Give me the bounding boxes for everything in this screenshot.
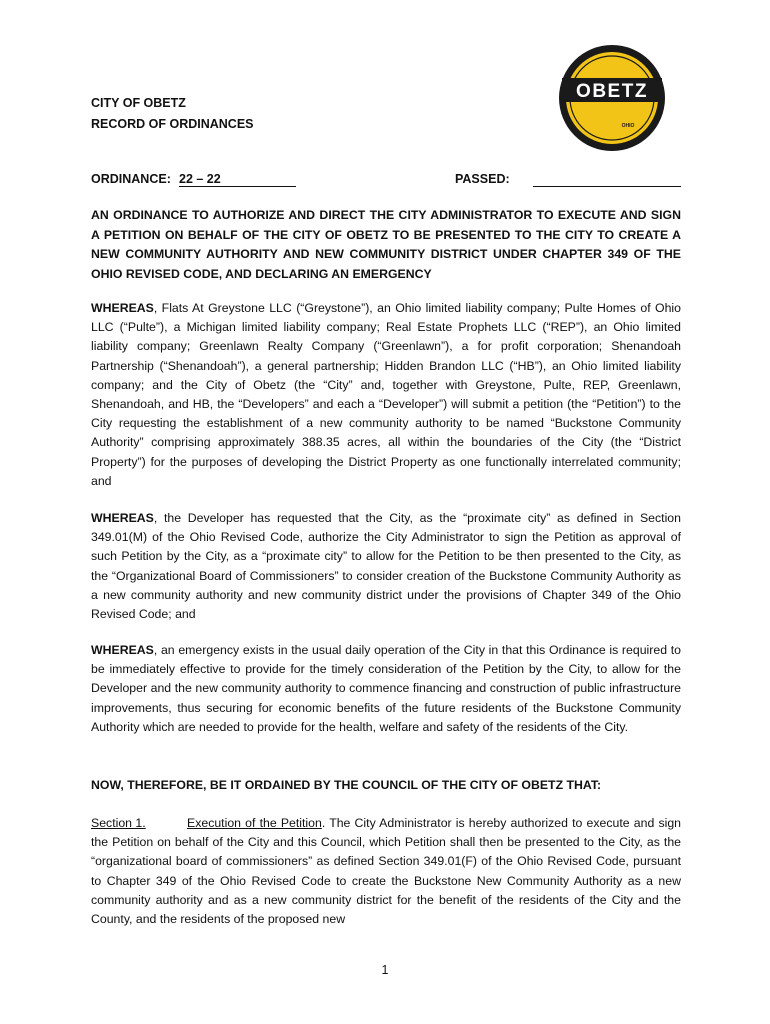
paragraph-text: , Flats At Greystone LLC (“Greystone”), an Ohio limited liability company; Pulte Homes of Ohio LLC (“Pulte”), a Michigan limited liability company; Real Estate Prophets LLC (“REP”), an Ohio limited liability company; Greenlawn Realty Company (“Greenlawn”), a for profit corporation; Shenandoah Partnership (“Shenandoah”), a general partnership; Hidden Brandon LLC (“HB”), an Ohio limited liability company; and the City of Obetz (the “City” and, together with Greystone, Pulte, REP, Greenlawn, Shenandoah, and HB, the “Developers” and each a “Developer”) will submit a petition (the “Petition”) to the City requesting the establishment of a new community authority to be named “Buckstone Community Authority” comprising approximately 388.35 acres, all within the boundaries of the City (the “District Property”) for the purposes of developing the District Property as one functionally interrelated community; and	[91, 301, 681, 488]
paragraph-text: , an emergency exists in the usual daily operation of the City in that this Ordinance is required to be immediately effective to provide for the timely consideration of the Petition by the City, to allow for the Developer and the new community authority to commence financing and construction of public infrastructure improvements, thus securing for economic benefits of the future residents of the Buckstone Community Authority which are needed to provide for the health, welfare and safety of the residents of the City.	[91, 643, 681, 734]
header-city: CITY OF OBETZ	[91, 96, 186, 110]
whereas-paragraph-2	[91, 509, 681, 624]
section-heading: Execution of the Petition	[187, 816, 322, 830]
paragraph-text: , the Developer has requested that the City, as the “proximate city” as defined in Section 349.01(M) of the Ohio Revised Code, authorize the City Administrator to sign the Petition as approval of such Petition by the City, as a “proximate city” to allow for the Petition to be then presented to the City, as the “Organizational Board of Commissioners” to consider creation of the Buckstone Community Authority as a new community authority and new community district under the provisions of Chapter 349 of the Ohio Revised Code; and	[91, 511, 681, 622]
header-record: RECORD OF ORDINANCES	[91, 117, 254, 131]
whereas-label: WHEREAS	[91, 301, 154, 315]
svg-text:OBETZ: OBETZ	[576, 81, 648, 102]
document-header	[91, 93, 254, 135]
svg-text:OHIO: OHIO	[621, 123, 635, 129]
ordinance-number-field	[179, 170, 296, 187]
page-number: 1	[381, 963, 389, 977]
whereas-paragraph-3	[91, 641, 681, 737]
section-1-paragraph	[91, 814, 681, 929]
section-text: . The City Administrator is hereby authorized to execute and sign the Petition on behalf of the City and this Council, which Petition shall then be presented to the City, as the “organizational board of commissioners” as defined Section 349.01(F) of the Ohio Revised Code, pursuant to Chapter 349 of the Ohio Revised Code to create the Buckstone New Community Authority as a new community authority and as a new community district for the benefit of the residents of the City and the County, and the residents of the proposed new	[91, 816, 681, 927]
ordinance-number: 22 – 22	[179, 172, 221, 186]
whereas-label: WHEREAS	[91, 643, 154, 657]
ordinance-title: AN ORDINANCE TO AUTHORIZE AND DIRECT THE CITY ADMINISTRATOR TO EXECUTE AND SIGN A PETITION ON BEHALF OF THE CITY OF OBETZ TO BE PRESENTED TO THE CITY TO CREATE A NEW COMMUNITY AUTHORITY AND NEW COMMUNITY DISTRICT UNDER CHAPTER 349 OF THE OHIO REVISED CODE, AND DECLARING AN EMERGENCY	[91, 208, 681, 281]
passed-label: PASSED:	[455, 172, 510, 186]
obetz-logo	[558, 44, 666, 152]
passed-date-field	[533, 170, 681, 187]
whereas-label: WHEREAS	[91, 511, 154, 525]
section-label: Section 1.	[91, 816, 146, 830]
now-therefore-heading: NOW, THEREFORE, BE IT ORDAINED BY THE COUNCIL OF THE CITY OF OBETZ THAT:	[91, 778, 602, 792]
whereas-paragraph-1	[91, 299, 681, 491]
ordinance-label: ORDINANCE:	[91, 172, 171, 186]
